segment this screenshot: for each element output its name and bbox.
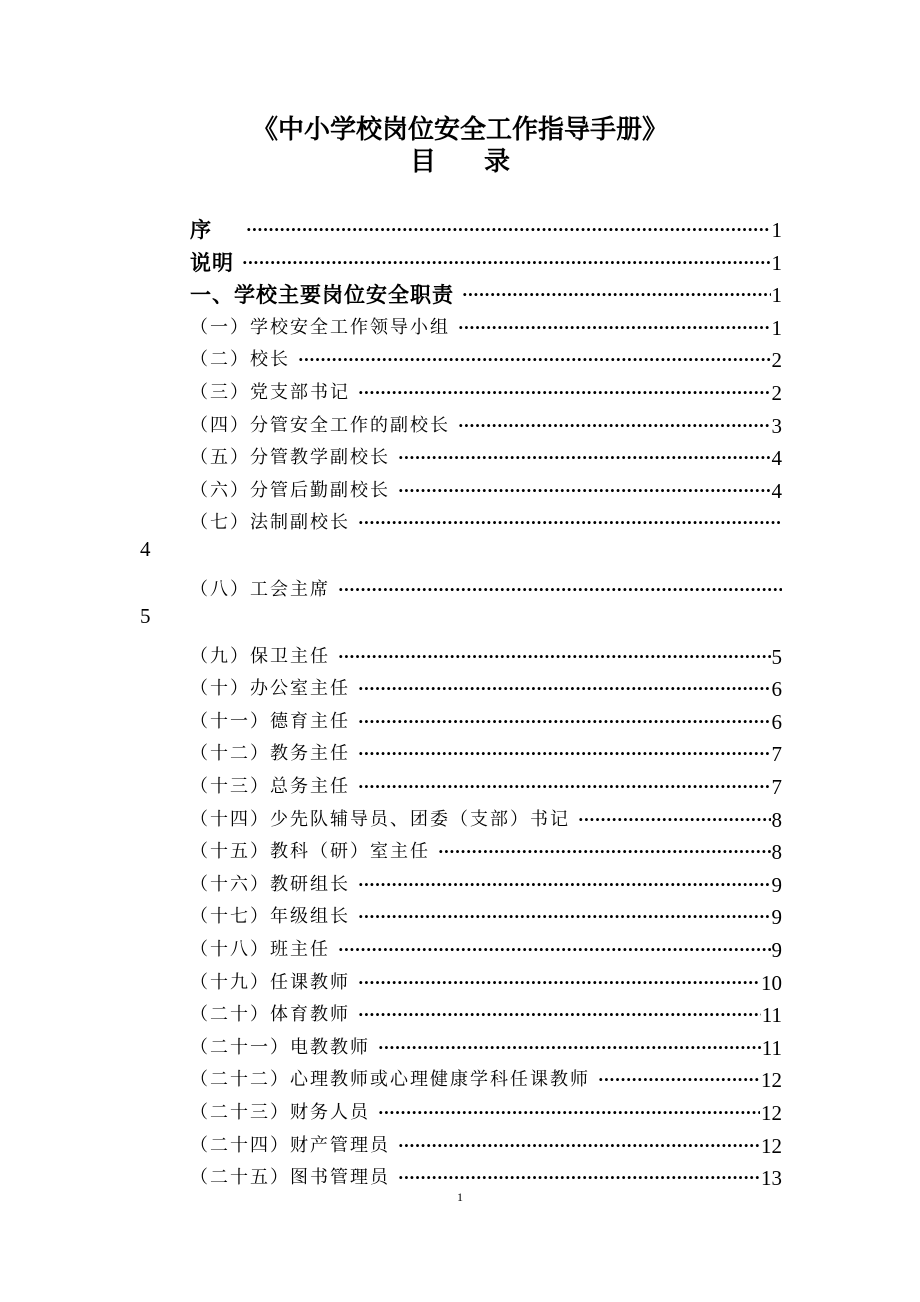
toc-entry-label: （十八）班主任: [190, 939, 330, 960]
toc-dot-leader: [242, 251, 771, 275]
toc-entry-label: （十一）德育主任: [190, 710, 350, 732]
toc-entry[interactable]: [190, 275, 782, 307]
toc-entry[interactable]: [190, 897, 782, 929]
toc-entry-page: 3: [771, 413, 782, 438]
toc-entry-label: （七）法制副校长: [190, 512, 350, 534]
toc-entry[interactable]: [190, 373, 782, 405]
toc-entry-page: 5: [140, 604, 151, 628]
toc-entry[interactable]: [190, 340, 782, 372]
toc-entry-page: 9: [771, 905, 782, 930]
page-number: 1: [457, 1190, 463, 1204]
toc-entry-label: （二十二）心理教师或心理健康学科任课教师: [190, 1069, 590, 1091]
toc-dot-leader: [398, 446, 771, 470]
toc-entry[interactable]: [190, 1158, 782, 1190]
toc-entry-page: 2: [771, 348, 782, 373]
toc-dot-leader: [462, 283, 771, 307]
toc-entry-label: 序: [190, 218, 212, 242]
toc-entry-page: 11: [761, 1035, 782, 1060]
toc-entry[interactable]: [190, 963, 782, 995]
toc-dot-leader: [578, 808, 771, 832]
toc-entry-page: 12: [761, 1068, 782, 1093]
toc-entry[interactable]: [190, 832, 782, 864]
toc-dot-leader: [358, 971, 760, 995]
toc-entry[interactable]: [190, 669, 782, 701]
toc-entry-page: 7: [771, 775, 782, 799]
toc-entry-label: （六）分管后勤副校长: [190, 479, 390, 501]
toc-dot-leader: [358, 873, 771, 897]
toc-entry-label: （十九）任课教师: [190, 971, 350, 993]
toc-entry[interactable]: [190, 1060, 782, 1092]
toc-entry-page: 4: [771, 446, 782, 471]
toc-dot-leader: [398, 479, 771, 503]
toc-dot-leader: [598, 1068, 760, 1092]
toc-dot-leader: [338, 645, 771, 669]
toc-entry-page: 12: [761, 1133, 782, 1158]
toc-entry-page: 7: [771, 742, 782, 767]
toc-dot-leader: [358, 742, 771, 766]
toc-entry-page: 6: [771, 677, 782, 702]
toc-entry-label: （十七）年级组长: [190, 906, 350, 928]
toc-entry-label: （二十一）电教教师: [190, 1036, 370, 1058]
toc-entry-page: 1: [771, 283, 782, 308]
toc-entry-label: （二十三）财务人员: [190, 1102, 370, 1123]
toc-entry-label: （二十五）图书管理员: [190, 1167, 390, 1189]
toc-entry-page: 13: [761, 1166, 782, 1191]
toc-dot-leader: [358, 381, 771, 405]
toc-entry[interactable]: [190, 767, 782, 799]
toc-entry[interactable]: [190, 570, 782, 602]
toc-dot-leader: [358, 905, 771, 929]
toc-dot-leader: [338, 578, 782, 602]
toc-entry[interactable]: [190, 406, 782, 438]
toc-entry-page: 6: [771, 709, 782, 734]
toc-entry[interactable]: [190, 503, 782, 535]
toc-entry-page: 9: [771, 872, 782, 897]
toc-dot-leader: [378, 1101, 760, 1125]
toc-dot-leader: [458, 316, 771, 340]
toc-entry[interactable]: [190, 702, 782, 734]
toc-entry-page: 1: [771, 218, 782, 242]
toc-entry[interactable]: [190, 438, 782, 470]
toc-entry[interactable]: [190, 210, 782, 242]
toc-entry-label: （十二）教务主任: [190, 743, 350, 765]
toc-entry-page: 10: [761, 970, 782, 995]
toc-entry-page: 11: [761, 1003, 782, 1028]
toc-entry-label: 说明: [190, 250, 234, 275]
toc-entry-label: （八）工会主席: [190, 579, 330, 600]
toc-entry[interactable]: [190, 1028, 782, 1060]
toc-dot-leader: [358, 677, 771, 701]
toc-entry[interactable]: [190, 243, 782, 275]
toc-entry-label: （十三）总务主任: [190, 776, 350, 797]
toc-entry-label: （十四）少先队辅导员、团委（支部）书记: [190, 808, 570, 830]
toc-entry[interactable]: [190, 471, 782, 503]
toc-entry-label: （十）办公室主任: [190, 678, 350, 700]
toc-entry-label: （一）学校安全工作领导小组: [190, 316, 450, 338]
toc-entry[interactable]: [190, 800, 782, 832]
toc-entry-label: （九）保卫主任: [190, 645, 330, 667]
toc-entry-label: （四）分管安全工作的副校长: [190, 414, 450, 436]
toc-dot-leader: [458, 414, 771, 438]
toc-entry-page: 1: [771, 250, 782, 275]
toc-entry-label: （五）分管教学副校长: [190, 447, 390, 469]
toc-dot-leader: [398, 1134, 760, 1158]
toc-entry-label: （三）党支部书记: [190, 382, 350, 403]
toc-entry[interactable]: [190, 1126, 782, 1158]
document-title: 《中小学校岗位安全工作指导手册》: [251, 115, 668, 145]
toc-dot-leader: [358, 1003, 761, 1027]
toc-dot-leader: [378, 1036, 761, 1060]
toc-dot-leader: [438, 840, 771, 864]
toc-dot-leader: [358, 775, 771, 799]
toc-entry-label: （十六）教研组长: [190, 873, 350, 895]
toc-entry-page: 8: [771, 807, 782, 832]
toc-dot-leader: [246, 218, 771, 242]
toc-dot-leader: [298, 348, 771, 372]
toc-entry-label: （二）校长: [190, 349, 290, 371]
toc-entry[interactable]: [190, 308, 782, 340]
toc-entry-page: 5: [771, 644, 782, 669]
toc-dot-leader: [358, 511, 782, 535]
toc-entry-page: 2: [771, 381, 782, 405]
toc-entry[interactable]: [190, 1093, 782, 1125]
toc-entry[interactable]: [190, 995, 782, 1027]
toc-entry-page: 1: [771, 315, 782, 340]
toc-entry-page: 8: [771, 840, 782, 865]
toc-entry-label: （十五）教科（研）室主任: [190, 841, 430, 863]
toc-entry-page: 9: [771, 938, 782, 962]
toc-entry[interactable]: [190, 930, 782, 962]
toc-heading: 目录: [409, 147, 558, 177]
toc-entry-page: 12: [761, 1101, 782, 1125]
toc-entry[interactable]: [190, 637, 782, 669]
toc-entry[interactable]: [190, 734, 782, 766]
toc-dot-leader: [358, 710, 771, 734]
toc-entry-label: （二十四）财产管理员: [190, 1134, 390, 1156]
toc-entry[interactable]: [190, 865, 782, 897]
toc-entry-label: （二十）体育教师: [190, 1004, 350, 1026]
toc-entry-page: 4: [140, 537, 151, 562]
toc-entry-label: 一、学校主要岗位安全职责: [190, 283, 454, 308]
toc-entry-page: 4: [771, 478, 782, 503]
toc-dot-leader: [398, 1166, 760, 1190]
toc-dot-leader: [338, 938, 771, 962]
